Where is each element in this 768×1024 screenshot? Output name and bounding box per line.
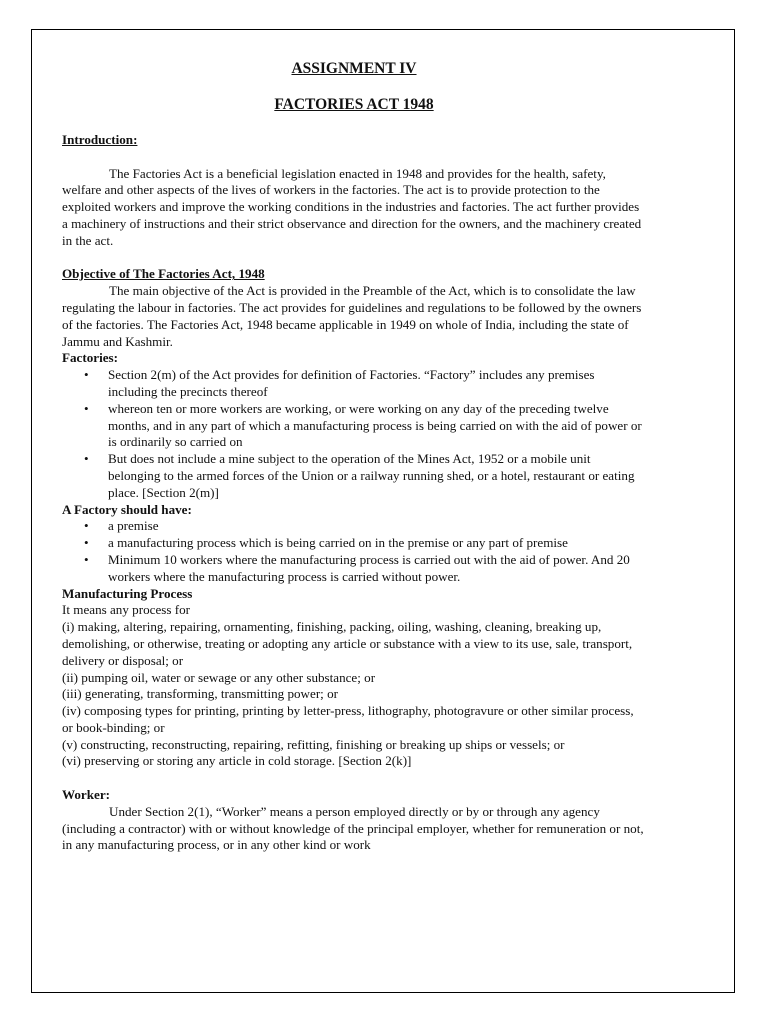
assignment-title: ASSIGNMENT IV [291, 60, 417, 77]
manufacturing-process-heading: Manufacturing Process [62, 585, 193, 601]
objective-text: The main objective of the Act is provided in the Preamble of the Act, which is to consolidate the law regulating the labour in factories. The act provides for guidelines and regulations to be followed by the owners of the factories. The Factories Act, 1948 became applicable in 1949 on whole of India, including the state of Jammu and Kashmir. [62, 283, 642, 349]
factory-should-have-list [62, 518, 646, 585]
factories-heading: Factories: [62, 350, 118, 366]
list-item-text: Section 2(m) of the Act provides for definition of Factories. “Factory” includes any premises including the precincts thereof [108, 367, 595, 399]
list-item-text: But does not include a mine subject to the operation of the Mines Act, 1952 or a mobile unit belonging to the armed forces of the Union or a railway running shed, or a hotel, restaurant or eating place. [Section 2(m)] [108, 451, 635, 500]
document-body [62, 60, 646, 854]
bullet-icon: • [84, 367, 89, 383]
list-item-text: a manufacturing process which is being carried on in the premise or any part of premise [108, 535, 568, 551]
list-item-text: whereon ten or more workers are working, or were working on any day of the preceding twelve months, and in any part of which a manufacturing process is being carried on with the aid of power or is ordinarily so carried on [108, 400, 642, 450]
manufacturing-item: (vi) preserving or storing any article in cold storage. [Section 2(k)] [62, 753, 412, 769]
bullet-icon: • [84, 400, 89, 416]
bullet-icon: • [84, 535, 89, 551]
manufacturing-process-intro: It means any process for [62, 602, 190, 618]
list-item [62, 535, 646, 552]
factories-list [62, 367, 646, 501]
bullet-icon: • [84, 518, 89, 534]
list-item [62, 518, 646, 535]
manufacturing-item: (i) making, altering, repairing, ornamenting, finishing, packing, oiling, washing, cleaning, breaking up, demolishing, or otherwise, treating or adopting any article or substance with a view to its use, sale, transport, delivery or disposal; or [62, 619, 633, 668]
act-title: FACTORIES ACT 1948 [274, 96, 434, 113]
introduction-text: The Factories Act is a beneficial legislation enacted in 1948 and provides for the health, safety, welfare and other aspects of the lives of workers in the factories. The act is to provide protection to the exploited workers and improve the working conditions in the industries and factories. The act further provides a machinery of instructions and their strict observance and direction for the owners, and the machinery created in the act. [62, 165, 642, 248]
list-item-text: a premise [108, 518, 159, 534]
manufacturing-item: (iv) composing types for printing, printing by letter-press, lithography, photogravure or other similar process, or book-binding; or [62, 703, 634, 735]
list-item [62, 401, 646, 451]
introduction-heading: Introduction: [62, 132, 138, 147]
list-item [62, 552, 646, 586]
worker-text: Under Section 2(1), “Worker” means a person employed directly or by or through any agency (including a contractor) with or without knowledge of the principal employer, whether for remuneration or not, in any manufacturing process, or in any other kind or work [62, 803, 644, 853]
manufacturing-item: (v) constructing, reconstructing, repairing, refitting, finishing or breaking up ships or vessels; or [62, 736, 565, 752]
manufacturing-item: (ii) pumping oil, water or sewage or any other substance; or [62, 669, 376, 685]
bullet-icon: • [84, 451, 89, 467]
objective-heading: Objective of The Factories Act, 1948 [62, 266, 265, 282]
list-item [62, 367, 646, 401]
bullet-icon: • [84, 551, 89, 567]
list-item-text: Minimum 10 workers where the manufacturing process is carried out with the aid of power. And 20 workers where the manufacturing process is carried without power. [108, 551, 630, 584]
list-item [62, 451, 646, 501]
factory-should-have-heading: A Factory should have: [62, 501, 192, 517]
worker-heading: Worker: [62, 787, 110, 803]
manufacturing-item: (iii) generating, transforming, transmitting power; or [62, 686, 338, 702]
